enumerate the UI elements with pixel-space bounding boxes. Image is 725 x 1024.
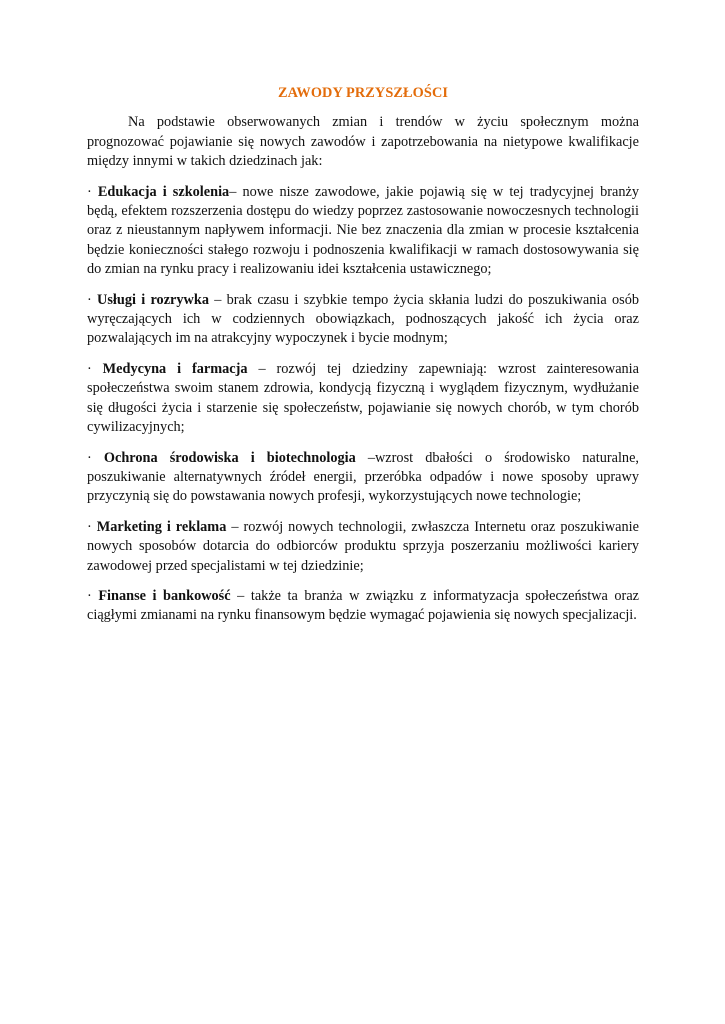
section-text-medicine: – rozwój tej dziedziny zapewniają: wzrost zainteresowania społeczeństwa swoim stanem zdrowia, kondycją fizyczną i wyglądem fizycznym, wydłużanie się długości życia i starzenie się społeczeństw, pojawianie się nowych chorób, w tym chorób cywilizacyjnych; [87,360,640,436]
section-heading-marketing: Marketing i reklama [96,518,227,535]
section-text-services: – brak czasu i szybkie tempo życia skłania ludzi do poszukiwania osób wyręczających ich w codziennych obowiązkach, podnoszących jakość ich życia oraz pozwalających im na atrakcyjny wypoczynek i bycie modnym; [87,291,639,347]
section-heading-education: Edukacja i szkolenia [97,183,230,200]
bullet: · [87,518,92,535]
section-text-education: – nowe nisze zawodowe, jakie pojawią się w tej tradycyjnej branży będą, efektem rozszerzenia dostępu do wiedzy poprzez zastosowanie nowoczesnych technologii oraz z nieustannym napływem informacji. Nie bez znaczenia dla zmian w procesie kształcenia będzie konieczności stałego rozwoju i podnoszenia kwalifikacji w ramach dostosowywania się do zmian na rynku pracy i realizowaniu idei kształcenia ustawicznego; [87,183,640,278]
section-paragraph-education [87,183,639,280]
section-paragraph-medicine [87,360,639,438]
bullet: · [87,183,92,200]
section-paragraph-finance [87,587,639,626]
bullet: · [87,449,92,466]
bullet: · [87,587,92,604]
document-title: ZAWODY PRZYSZŁOŚCI [277,85,449,101]
bullet: · [87,360,92,377]
document-page [87,84,639,637]
section-paragraph-services [87,291,639,349]
section-heading-environment: Ochrona środowiska i biotechnologia [103,449,356,466]
bullet: · [87,291,92,308]
section-text-marketing: – rozwój nowych technologii, zwłaszcza Internetu oraz poszukiwanie nowych sposobów dotarcia do odbiorców produktu sprzyja poszerzaniu możliwości kariery zawodowej przed specjalistami w tej dziedzinie; [87,518,639,574]
section-paragraph-environment [87,449,639,507]
section-heading-finance: Finanse i bankowość [98,587,231,604]
section-text-finance: – także ta branża w związku z informatyzacja społeczeństwa oraz ciągłymi zmianami na rynku finansowym będzie wymagać pojawienia się nowych specjalizacji. [87,587,640,624]
section-heading-services: Usługi i rozrywka [97,291,209,308]
section-heading-medicine: Medycyna i farmacja [102,360,248,377]
section-text-environment: –wzrost dbałości o środowisko naturalne, poszukiwanie alternatywnych źródeł energii, przeróbka odpadów i nowe sposoby uprawy przyczynią się do powstawania nowych profesji, wykorzystujących nowe technologie; [87,449,639,505]
section-paragraph-marketing [87,518,639,576]
intro-paragraph: Na podstawie obserwowanych zmian i trendów w życiu społecznym można prognozować pojawianie się nowych zawodów i zapotrzebowania na nietypowe kwalifikacje między innymi w takich dziedzinach jak: [87,114,639,170]
